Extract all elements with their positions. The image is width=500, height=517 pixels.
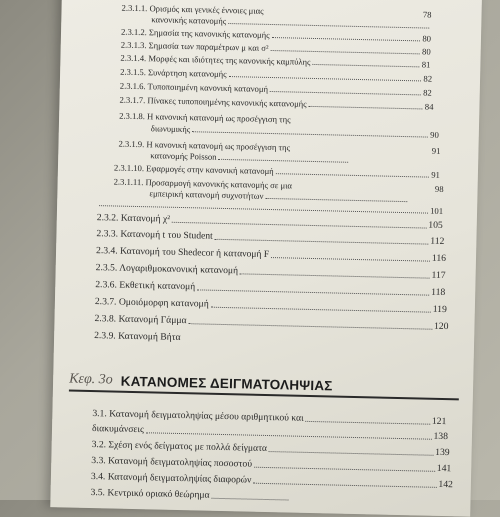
toc-entry-title: 3.3. Κατανομή δειγματοληψίας ποσοστού <box>91 455 253 470</box>
toc-entry-page: 84 <box>424 101 434 112</box>
leader-dots <box>188 323 432 330</box>
toc-entry-cont: διακυμάνσεις <box>91 423 144 436</box>
toc-entry-title: 2.3.1.6. Τυποποιημένη κανονική κατανομή <box>119 80 269 94</box>
toc-entry <box>94 313 448 332</box>
leader-dots <box>270 50 420 54</box>
toc-entry-title: 2.3.1.4. Μορφές και ιδιότητες της κανονικής καμπύλης <box>120 52 311 67</box>
leader-dots <box>253 483 436 488</box>
leader-dots <box>312 64 419 67</box>
toc-entry-title: 3.4. Κατανομή δειγματοληψίας διαφορών <box>90 471 252 486</box>
toc-entry-page: 116 <box>431 252 447 265</box>
toc-entry-page: 119 <box>432 303 447 316</box>
toc-entry <box>94 330 214 344</box>
toc-entry <box>97 212 443 231</box>
toc-entry-page: 138 <box>433 430 449 443</box>
leader-dots <box>269 451 433 456</box>
toc-entry-title: 2.3.5. Λογαριθμοκανονική κατανομή <box>95 262 239 277</box>
toc-entry-title: 2.3.1.2. Σημασία της κανονικής κατανομής <box>120 26 270 40</box>
toc-entry-page: 78 <box>422 9 432 20</box>
toc-entry-title: 2.3.1.10. Εφαρμογές στην κανονική κατανομή <box>113 162 274 177</box>
toc-entry-page: 141 <box>436 462 452 475</box>
toc-entry-page: 82 <box>423 87 432 98</box>
toc-entry-title: 2.3.2. Κατανομή χ² <box>96 212 171 225</box>
leader-dots <box>272 37 421 41</box>
toc-entry-title: 2.3.1.11. Προσαρμογή κανονικής κατανομής σε μια <box>113 176 293 191</box>
toc-entry-title: 3.5. Κεντρικό οριακό θεώρημα <box>90 487 210 501</box>
toc-entry <box>96 262 446 281</box>
toc-entry-cont: διωνυμικής <box>150 123 191 135</box>
leader-dots <box>306 421 430 425</box>
chapter-heading <box>69 371 459 396</box>
toc-entry-title: 2.3.1.9. Η κανονική κατανομή ως προσέγγιση της <box>118 138 291 153</box>
toc-entry-page: 91 <box>431 145 441 156</box>
leader-dots <box>271 257 430 262</box>
toc-entry-title: 3.1. Κατανομή δειγματοληψίας μέσου αριθμητικού και <box>92 408 304 424</box>
toc-entry-title: 2.3.7. Ομοιόμορφη κατανομή <box>94 296 209 310</box>
toc-entry-cont: εμπειρική κατανομή συχνοτήτων <box>149 188 264 201</box>
toc-entry-title: 2.3.9. Κατανομή Βήτα <box>94 330 181 344</box>
toc-entry-title: 2.3.3. Κατανομή t του Student <box>96 228 213 242</box>
toc-entry-title: 2.3.1.5. Συνάρτηση κατανομής <box>120 66 227 79</box>
toc-entry-title: 2.3.1.1. Ορισμός και γενικές έννοιες μιας <box>121 2 264 16</box>
toc-entry-title: 2.3.6. Εκθετική κατανομή <box>95 279 196 293</box>
leader-dots <box>240 273 430 278</box>
toc-entry-page: 105 <box>428 219 443 231</box>
chapter-title: ΚΑΤΑΝΟΜΕΣ ΔΕΙΓΜΑΤΟΛΗΨΙΑΣ <box>120 373 333 394</box>
leader-dots <box>215 239 429 245</box>
toc-entry-page: 112 <box>430 235 445 247</box>
leader-dots <box>228 23 429 29</box>
toc-entry-title: 2.3.1.3. Σημασία των παραμέτρων μ και σ² <box>120 39 269 53</box>
leader-dots <box>309 106 423 110</box>
toc-entry-page: 142 <box>438 478 453 491</box>
leader-dots <box>172 222 426 229</box>
toc-entry-title: 2.3.1.7. Πίνακες τυποποιημένης κανονικής κατανομής <box>119 94 307 109</box>
toc-entry <box>95 279 445 298</box>
leader-dots <box>197 289 429 295</box>
leader-dots <box>192 131 428 137</box>
chapter-number: Κεφ. 3ο <box>68 371 113 388</box>
toc-entry-page: 101 <box>430 205 444 216</box>
toc-entry-cont: κανονικής κατανομής <box>151 14 227 26</box>
toc-entry-page: 117 <box>431 269 446 282</box>
toc-entry <box>96 228 444 247</box>
toc-entry-page: 80 <box>422 33 432 44</box>
toc-entry-page: 121 <box>431 415 447 428</box>
toc-entry <box>95 296 447 315</box>
toc-entry-page: 90 <box>430 129 439 140</box>
toc-entry-page: 118 <box>431 286 446 299</box>
leader-dots <box>212 498 289 501</box>
leader-dots <box>229 76 422 81</box>
toc-entry-page: 82 <box>423 73 433 84</box>
leader-dots <box>270 91 421 95</box>
toc-entry-title: 3.2. Σχέση ενός δείγματος με πολλά δείγματα <box>91 439 268 455</box>
leader-dots <box>254 467 435 472</box>
toc-entry-page: 81 <box>421 59 431 70</box>
leader-dots <box>218 159 348 163</box>
leader-dots <box>146 432 432 439</box>
toc-entry <box>90 487 290 503</box>
toc-entry-page: 139 <box>435 446 450 459</box>
toc-entry <box>119 95 433 112</box>
toc-entry-page: 80 <box>421 46 431 57</box>
toc-entry-title: 2.3.1.8. Η κανονική κατανομή ως προσέγγιση της <box>119 110 291 125</box>
toc-entry-page: 98 <box>434 183 444 194</box>
toc-entry-title: 2.3.8. Κατανομή Γάμμα <box>94 313 187 327</box>
leader-dots <box>211 307 431 313</box>
toc-entry-page: 91 <box>431 169 441 180</box>
toc-entry-page: 120 <box>433 320 449 333</box>
leader-dots <box>276 173 430 177</box>
toc-entry-cont: κατανομής Poisson <box>150 150 217 162</box>
toc-entry <box>96 245 446 264</box>
book-page <box>50 0 482 517</box>
toc-entry-title: 2.3.4. Κατανομή του Shedecor ή κατανομή F <box>95 245 270 261</box>
